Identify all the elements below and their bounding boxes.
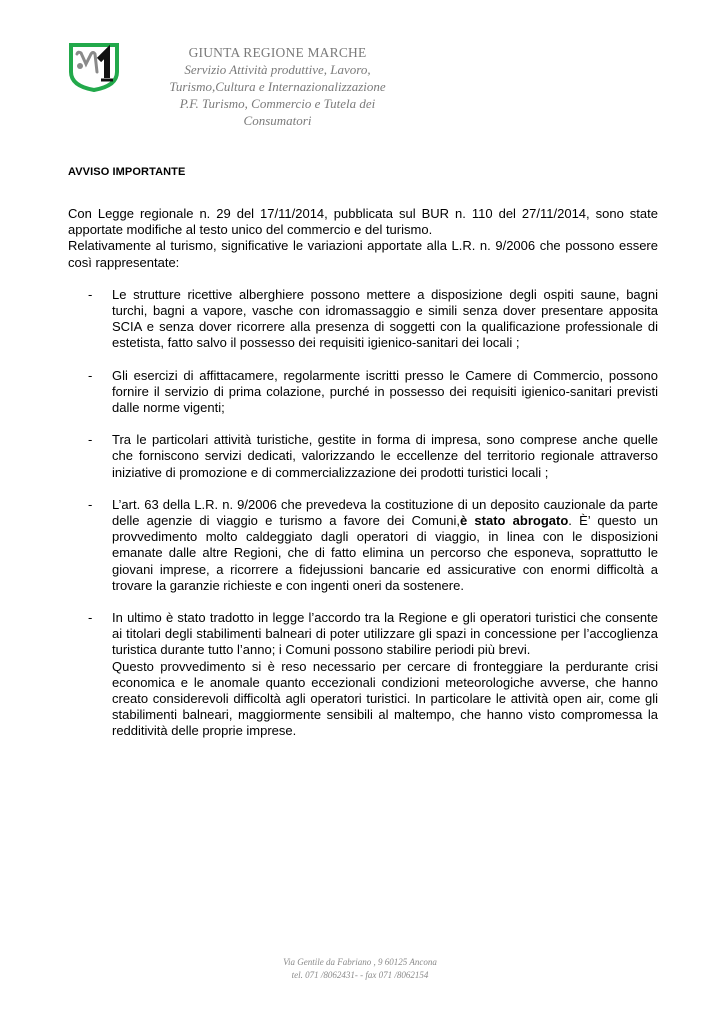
notice-body [68, 206, 658, 756]
bullet-text: L’art. 63 della L.R. n. 9/2006 che prevedeva la costituzione di un deposito cauzionale da parte delle agenzie di viaggio e turismo a favore dei Comuni, [112, 496, 658, 529]
bullet-dash: - [88, 367, 93, 383]
bullet-dash: - [88, 610, 93, 626]
bullet-bold-text: è stato abrogato [459, 513, 569, 529]
page-footer [250, 956, 470, 981]
org-name: GIUNTA REGIONE MARCHE [188, 45, 367, 60]
bullet-text-continued: . È’ questo un provvedimento molto caldeggiato dagli operatori di viaggio, in linea con le disposizioni emanate dalle altre Regioni, che di fatto elimina un percorso che esponeva, soprattutto le giovani imprese, a ricorrere a fidejussioni bancarie ed assicurative con enormi difficoltà a trovare la garanzie richieste e con ingenti oneri da sostenere. [112, 513, 659, 593]
service-line-2: Turismo,Cultura e Internazionalizzazione [169, 79, 386, 94]
bullet-dash: - [88, 286, 93, 302]
list-item [68, 368, 658, 417]
list-item [68, 432, 658, 481]
service-line-1: Servizio Attività produttive, Lavoro, [184, 62, 371, 77]
intro-paragraph-1: Con Legge regionale n. 29 del 17/11/2014, pubblicata sul BUR n. 110 del 27/11/2014, sono state apportate modifiche al testo unico del commercio e del turismo. [68, 206, 658, 238]
bullet-list [68, 287, 658, 740]
regione-marche-logo-icon [68, 42, 120, 92]
unit-line-1: P.F. Turismo, Commercio e Tutela dei [179, 96, 376, 111]
list-item [68, 610, 658, 740]
intro-paragraph-2: Relativamente al turismo, significative le variazioni apportate alla L.R. n. 9/2006 che possono essere così rappresentate: [68, 238, 658, 270]
bullet-dash: - [88, 496, 93, 512]
bullet-note: Questo provvedimento si è reso necessario per cercare di fronteggiare la perdurante crisi economica e le anomale quanto eccezionali condizioni meteorologiche avverse, che hanno creato considerevoli difficoltà agli operatori turistici. In particolare le attività open air, come gli stabilimenti balneari, maggiormente sensibili al maltempo, che hanno visto compromessa la redditività delle proprie imprese. [112, 658, 658, 739]
list-item [68, 287, 658, 352]
bullet-text: Gli esercizi di affittacamere, regolarmente iscritti presso le Camere di Commercio, possono fornire il servizio di prima colazione, purché in possesso dei requisiti igienico-sanitari previsti dalle norme vigenti; [112, 367, 658, 416]
unit-line-2: Consumatori [243, 113, 312, 128]
list-item [68, 497, 658, 594]
notice-title: AVVISO IMPORTANTE [68, 166, 186, 178]
bullet-dash: - [88, 432, 93, 448]
bullet-text: Le strutture ricettive alberghiere possono mettere a disposizione degli ospiti saune, bagni turchi, bagni a vapore, vasche con idromassaggio e simili senza dover presentare apposita SCIA e senza dover ricorrere alla presenza di soggetti con la qualificazione professionale di estetista, fatto salvo il possesso dei requisiti igienico-sanitari dei locali ; [112, 286, 658, 351]
bullet-text: In ultimo è stato tradotto in legge l’accordo tra la Regione e gli operatori turistici che consente ai titolari degli stabilimenti balneari di poter utilizzare gli spazi in concessione per l’accoglienza turistica durante tutto l’anno; i Comuni possono stabilire periodi più brevi. [112, 610, 658, 658]
letterhead [150, 44, 405, 129]
footer-phones: tel. 071 /8062431- - fax 071 /8062154 [291, 969, 429, 980]
bullet-text: Tra le particolari attività turistiche, gestite in forma di impresa, sono comprese anche quelle che forniscono servizi dedicati, valorizzando le eccellenze del territorio regionale attraverso iniziative di promozione e di commercializzazione dei prodotti turistici locali ; [112, 432, 658, 480]
footer-address: Via Gentile da Fabriano , 9 60125 Ancona [283, 957, 437, 967]
